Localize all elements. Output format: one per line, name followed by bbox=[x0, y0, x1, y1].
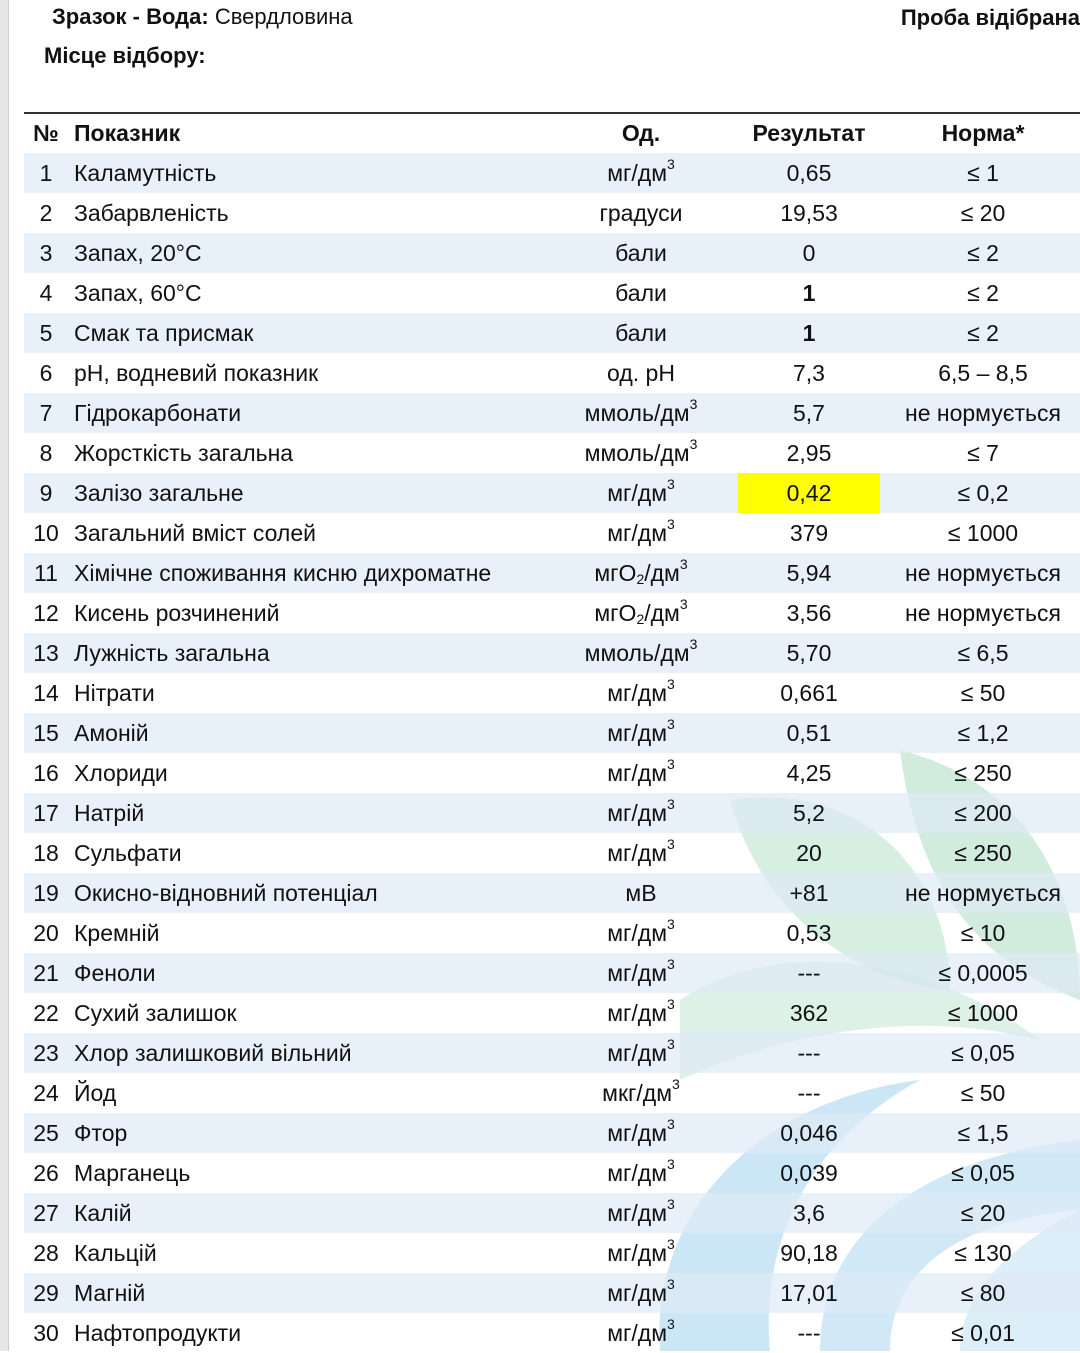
unit-text: ммоль/дм bbox=[584, 639, 690, 666]
row-number: 4 bbox=[39, 279, 53, 306]
indicator-name: Йод bbox=[74, 1079, 117, 1106]
unit-superscript: 3 bbox=[667, 1035, 675, 1052]
row-number: 6 bbox=[39, 359, 53, 386]
norm-value: ≤ 0,2 bbox=[880, 473, 1080, 513]
unit-text: бали bbox=[615, 319, 667, 346]
unit-cell bbox=[544, 353, 738, 393]
unit-cell bbox=[544, 1313, 738, 1353]
indicator-name: Хімічне споживання кисню дихроматне bbox=[68, 553, 544, 593]
indicator-name: Жорсткість загальна bbox=[74, 439, 294, 466]
table-row bbox=[24, 1033, 1080, 1073]
row-number: 13 bbox=[24, 633, 68, 673]
row-number: 2 bbox=[39, 199, 53, 226]
indicator-name: Загальний вміст солей bbox=[74, 519, 316, 546]
result-value: 5,2 bbox=[738, 793, 880, 833]
indicator-name: Запах, 60°С bbox=[74, 279, 202, 306]
indicator-name: pH, водневий показник bbox=[74, 359, 319, 386]
result-value: 3,56 bbox=[786, 599, 832, 626]
unit-text-post: /дм bbox=[644, 559, 680, 586]
page-left-edge bbox=[0, 0, 9, 1351]
table-row bbox=[24, 193, 1080, 233]
unit-superscript: 3 bbox=[667, 155, 675, 172]
row-number: 11 bbox=[24, 553, 68, 593]
unit-superscript: 3 bbox=[667, 1315, 675, 1332]
norm-value: ≤ 1,2 bbox=[880, 713, 1080, 753]
unit-cell bbox=[544, 273, 738, 313]
indicator-name: Запах, 20°С bbox=[68, 233, 544, 273]
norm-value: ≤ 2 bbox=[880, 313, 1080, 353]
sample-label: Зразок - Вода: bbox=[52, 4, 209, 29]
indicator-name: Натрій bbox=[68, 793, 544, 833]
unit-superscript: 3 bbox=[667, 955, 675, 972]
unit-text: мкг/дм bbox=[602, 1079, 673, 1106]
result-value: 0,65 bbox=[738, 153, 880, 193]
result-value: +81 bbox=[738, 873, 880, 913]
unit-cell bbox=[544, 313, 738, 353]
unit-superscript: 3 bbox=[667, 675, 675, 692]
result-value: 0,661 bbox=[780, 679, 838, 706]
indicator-name: Нафтопродукти bbox=[74, 1319, 242, 1346]
table-row bbox=[24, 833, 1080, 873]
norm-value: ≤ 20 bbox=[960, 199, 1006, 226]
result-value: 379 bbox=[789, 519, 829, 546]
unit-cell bbox=[544, 1193, 738, 1233]
result-value: 20 bbox=[796, 839, 822, 866]
table-row bbox=[24, 1233, 1080, 1273]
unit-cell bbox=[544, 593, 738, 633]
header-num: № bbox=[24, 113, 68, 153]
table-row bbox=[24, 153, 1080, 193]
unit-cell bbox=[544, 1073, 738, 1113]
row-number: 15 bbox=[24, 713, 68, 753]
table-row bbox=[24, 1153, 1080, 1193]
unit-cell bbox=[544, 993, 738, 1033]
unit-subscript: 2 bbox=[636, 610, 645, 627]
result-value: --- bbox=[797, 1319, 821, 1346]
norm-value: ≤ 0,05 bbox=[880, 1033, 1080, 1073]
indicator-name: Смак та присмак bbox=[68, 313, 544, 353]
results-table bbox=[24, 112, 1080, 1353]
indicator-name: Хлор залишковий вільний bbox=[68, 1033, 544, 1073]
unit-text: мг/дм bbox=[607, 719, 668, 746]
unit-superscript: 3 bbox=[679, 595, 688, 612]
unit-text: бали bbox=[615, 279, 667, 306]
table-row bbox=[24, 233, 1080, 273]
norm-value: ≤ 20 bbox=[880, 1193, 1080, 1233]
row-number: 18 bbox=[33, 839, 59, 866]
row-number: 30 bbox=[33, 1319, 59, 1346]
result-value: --- bbox=[738, 953, 880, 993]
unit-text: ммоль/дм bbox=[584, 439, 690, 466]
unit-superscript: 3 bbox=[667, 1155, 675, 1172]
row-number: 28 bbox=[33, 1239, 59, 1266]
unit-cell bbox=[544, 1033, 738, 1073]
table-row bbox=[24, 553, 1080, 593]
row-number: 29 bbox=[24, 1273, 68, 1313]
unit-superscript: 3 bbox=[689, 435, 698, 452]
table-row bbox=[24, 353, 1080, 393]
unit-cell bbox=[544, 713, 738, 753]
table-header-row bbox=[24, 113, 1080, 153]
place-label: Місце відбору: bbox=[44, 43, 206, 68]
indicator-name: Хлориди bbox=[74, 759, 168, 786]
table-row bbox=[24, 1113, 1080, 1153]
indicator-name: Лужність загальна bbox=[68, 633, 544, 673]
unit-cell bbox=[544, 233, 738, 273]
table-row bbox=[24, 313, 1080, 353]
unit-cell bbox=[544, 1113, 738, 1153]
unit-cell bbox=[544, 793, 738, 833]
result-value: --- bbox=[738, 1033, 880, 1073]
result-value: 19,53 bbox=[780, 199, 838, 226]
unit-cell bbox=[544, 873, 738, 913]
indicator-name: Кремній bbox=[74, 919, 160, 946]
result-value: 0 bbox=[738, 233, 880, 273]
unit-text: мг/дм bbox=[607, 799, 668, 826]
row-number: 12 bbox=[33, 599, 59, 626]
result-value: 4,25 bbox=[786, 759, 832, 786]
header-result: Результат bbox=[738, 113, 880, 153]
norm-value: ≤ 0,0005 bbox=[880, 953, 1080, 993]
unit-text-post: /дм bbox=[644, 599, 680, 626]
norm-value: ≤ 10 bbox=[960, 919, 1006, 946]
table-row bbox=[24, 753, 1080, 793]
unit-superscript: 3 bbox=[667, 1115, 675, 1132]
unit-superscript: 3 bbox=[667, 995, 675, 1012]
table-row bbox=[24, 393, 1080, 433]
norm-value: ≤ 250 bbox=[954, 759, 1012, 786]
table-row bbox=[24, 473, 1080, 513]
row-number: 8 bbox=[39, 439, 53, 466]
unit-cell bbox=[544, 1273, 738, 1313]
unit-superscript: 3 bbox=[667, 795, 675, 812]
table-row bbox=[24, 593, 1080, 633]
result-value: --- bbox=[797, 1079, 821, 1106]
unit-text: бали bbox=[615, 239, 667, 266]
norm-value: ≤ 6,5 bbox=[880, 633, 1080, 673]
table-row bbox=[24, 273, 1080, 313]
unit-superscript: 3 bbox=[667, 1275, 675, 1292]
result-value: 90,18 bbox=[780, 1239, 838, 1266]
unit-superscript: 3 bbox=[689, 635, 698, 652]
unit-subscript: 2 bbox=[636, 570, 645, 587]
table-row bbox=[24, 1193, 1080, 1233]
norm-value: ≤ 1000 bbox=[947, 519, 1019, 546]
norm-value: не нормується bbox=[880, 873, 1080, 913]
table-body bbox=[24, 153, 1080, 1353]
result-value: 1 bbox=[738, 313, 880, 353]
unit-cell bbox=[544, 193, 738, 233]
result-value: 5,70 bbox=[738, 633, 880, 673]
unit-superscript: 3 bbox=[667, 715, 675, 732]
unit-superscript: 3 bbox=[667, 1235, 675, 1252]
result-value: 0,53 bbox=[786, 919, 832, 946]
indicator-name: Фтор bbox=[68, 1113, 544, 1153]
table-row bbox=[24, 953, 1080, 993]
unit-text: мг/дм bbox=[607, 999, 668, 1026]
table-row bbox=[24, 433, 1080, 473]
indicator-name: Калій bbox=[68, 1193, 544, 1233]
norm-value: ≤ 200 bbox=[880, 793, 1080, 833]
result-value: 7,3 bbox=[793, 359, 825, 386]
sample-line bbox=[52, 4, 353, 30]
table-row bbox=[24, 713, 1080, 753]
row-number: 16 bbox=[33, 759, 59, 786]
table-row bbox=[24, 1313, 1080, 1353]
unit-cell bbox=[544, 833, 738, 873]
norm-value: не нормується bbox=[905, 599, 1061, 626]
norm-value: ≤ 0,05 bbox=[951, 1159, 1015, 1186]
unit-text: мг/дм bbox=[607, 159, 668, 186]
unit-text: мг/дм bbox=[607, 679, 668, 706]
indicator-name: Кальцій bbox=[74, 1239, 157, 1266]
sampled-label: Проба відібрана bbox=[900, 5, 1080, 30]
norm-value: не нормується bbox=[880, 553, 1080, 593]
unit-cell bbox=[544, 153, 738, 193]
table-row bbox=[24, 513, 1080, 553]
result-value: 3,6 bbox=[738, 1193, 880, 1233]
header-unit: Од. bbox=[544, 113, 738, 153]
result-value: 5,94 bbox=[738, 553, 880, 593]
result-value: 0,046 bbox=[738, 1113, 880, 1153]
unit-text: од. рН bbox=[607, 359, 675, 386]
result-value: 0,039 bbox=[780, 1159, 838, 1186]
row-number: 25 bbox=[24, 1113, 68, 1153]
indicator-name: Сульфати bbox=[74, 839, 182, 866]
row-number: 7 bbox=[24, 393, 68, 433]
unit-text: мг/дм bbox=[607, 1199, 668, 1226]
unit-text: мгО bbox=[594, 599, 637, 626]
norm-value: 6,5 – 8,5 bbox=[938, 359, 1028, 386]
unit-text: градуси bbox=[599, 199, 683, 226]
norm-value: ≤ 0,01 bbox=[951, 1319, 1015, 1346]
indicator-name: Марганець bbox=[74, 1159, 191, 1186]
unit-text: мг/дм bbox=[607, 919, 668, 946]
unit-text: мг/дм bbox=[607, 959, 668, 986]
unit-text: мгО bbox=[594, 559, 637, 586]
unit-superscript: 3 bbox=[672, 1075, 680, 1092]
row-number: 27 bbox=[24, 1193, 68, 1233]
norm-value: ≤ 1000 bbox=[947, 999, 1019, 1026]
table-row bbox=[24, 633, 1080, 673]
row-number: 23 bbox=[24, 1033, 68, 1073]
result-value: 1 bbox=[802, 279, 816, 306]
row-number: 1 bbox=[24, 153, 68, 193]
result-value: 17,01 bbox=[738, 1273, 880, 1313]
unit-text: мг/дм bbox=[607, 1039, 668, 1066]
table-row bbox=[24, 873, 1080, 913]
row-number: 24 bbox=[33, 1079, 59, 1106]
unit-cell bbox=[544, 1233, 738, 1273]
table-row bbox=[24, 1273, 1080, 1313]
unit-superscript: 3 bbox=[667, 835, 675, 852]
norm-value: ≤ 2 bbox=[967, 279, 999, 306]
unit-superscript: 3 bbox=[667, 1195, 675, 1212]
row-number: 20 bbox=[33, 919, 59, 946]
norm-value: ≤ 130 bbox=[954, 1239, 1012, 1266]
row-number: 21 bbox=[24, 953, 68, 993]
unit-text: ммоль/дм bbox=[584, 399, 690, 426]
unit-text: мг/дм bbox=[607, 1239, 668, 1266]
indicator-name: Залізо загальне bbox=[68, 473, 544, 513]
unit-text: мВ bbox=[625, 879, 657, 906]
unit-cell bbox=[544, 513, 738, 553]
norm-value: ≤ 250 bbox=[954, 839, 1012, 866]
norm-value: ≤ 1 bbox=[880, 153, 1080, 193]
unit-cell bbox=[544, 553, 738, 593]
unit-superscript: 3 bbox=[667, 515, 675, 532]
norm-value: ≤ 2 bbox=[880, 233, 1080, 273]
indicator-name: Каламутність bbox=[68, 153, 544, 193]
row-number: 14 bbox=[33, 679, 59, 706]
row-number: 17 bbox=[24, 793, 68, 833]
norm-value: ≤ 50 bbox=[960, 1079, 1006, 1106]
indicator-name: Феноли bbox=[68, 953, 544, 993]
unit-cell bbox=[544, 673, 738, 713]
row-number: 19 bbox=[24, 873, 68, 913]
indicator-name: Амоній bbox=[68, 713, 544, 753]
indicator-name: Магній bbox=[68, 1273, 544, 1313]
row-number: 22 bbox=[33, 999, 59, 1026]
unit-text: мг/дм bbox=[607, 519, 668, 546]
unit-text: мг/дм bbox=[607, 839, 668, 866]
indicator-name: Сухий залишок bbox=[74, 999, 237, 1026]
norm-value: ≤ 80 bbox=[880, 1273, 1080, 1313]
result-value: 362 bbox=[789, 999, 829, 1026]
row-number: 3 bbox=[24, 233, 68, 273]
unit-superscript: 3 bbox=[667, 755, 675, 772]
unit-cell bbox=[544, 433, 738, 473]
unit-cell bbox=[544, 913, 738, 953]
unit-text: мг/дм bbox=[607, 1159, 668, 1186]
unit-superscript: 3 bbox=[679, 555, 688, 572]
unit-text: мг/дм bbox=[607, 759, 668, 786]
table-row bbox=[24, 913, 1080, 953]
table-row bbox=[24, 793, 1080, 833]
unit-superscript: 3 bbox=[667, 475, 675, 492]
header-norm: Норма* bbox=[880, 113, 1080, 153]
norm-value: ≤ 50 bbox=[960, 679, 1006, 706]
indicator-name: Нітрати bbox=[74, 679, 155, 706]
unit-text: мг/дм bbox=[607, 479, 668, 506]
table-row bbox=[24, 673, 1080, 713]
result-value: 0,51 bbox=[738, 713, 880, 753]
result-value: 2,95 bbox=[786, 439, 832, 466]
header-indicator: Показник bbox=[68, 113, 544, 153]
indicator-name: Окисно-відновний потенціал bbox=[68, 873, 544, 913]
unit-text: мг/дм bbox=[607, 1279, 668, 1306]
norm-value: ≤ 1,5 bbox=[880, 1113, 1080, 1153]
norm-value: не нормується bbox=[880, 393, 1080, 433]
unit-cell bbox=[544, 953, 738, 993]
unit-cell bbox=[544, 473, 738, 513]
unit-superscript: 3 bbox=[689, 395, 698, 412]
row-number: 10 bbox=[33, 519, 59, 546]
sample-value: Свердловина bbox=[214, 4, 353, 29]
unit-cell bbox=[544, 1153, 738, 1193]
unit-cell bbox=[544, 393, 738, 433]
unit-cell bbox=[544, 753, 738, 793]
unit-superscript: 3 bbox=[667, 915, 675, 932]
table-row bbox=[24, 1073, 1080, 1113]
indicator-name: Кисень розчинений bbox=[74, 599, 280, 626]
unit-text: мг/дм bbox=[607, 1319, 668, 1346]
unit-text: мг/дм bbox=[607, 1119, 668, 1146]
indicator-name: Забарвленість bbox=[74, 199, 229, 226]
result-value: 5,7 bbox=[738, 393, 880, 433]
result-value: 0,42 bbox=[738, 473, 880, 513]
unit-cell bbox=[544, 633, 738, 673]
norm-value: ≤ 7 bbox=[967, 439, 999, 466]
indicator-name: Гідрокарбонати bbox=[68, 393, 544, 433]
row-number: 9 bbox=[24, 473, 68, 513]
row-number: 5 bbox=[24, 313, 68, 353]
table-row bbox=[24, 993, 1080, 1033]
row-number: 26 bbox=[33, 1159, 59, 1186]
